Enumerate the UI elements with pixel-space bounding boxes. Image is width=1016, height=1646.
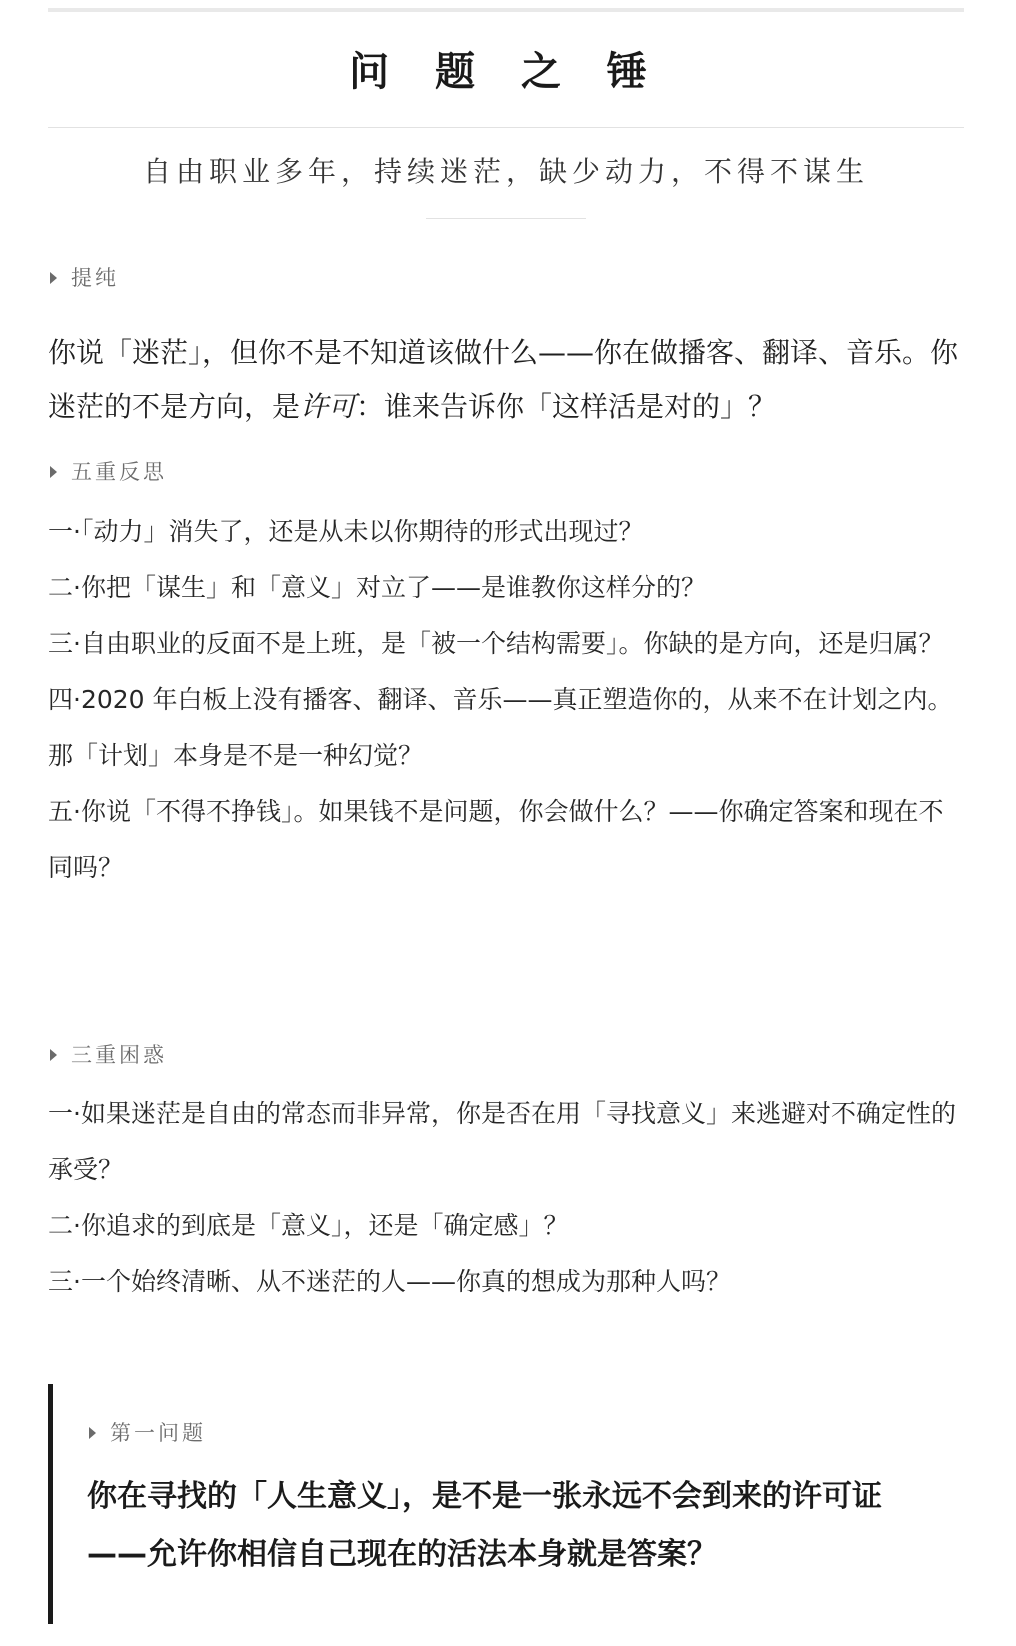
section-label-three-confusions: [48, 1040, 167, 1070]
top-divider: [48, 8, 964, 12]
section-label-text: 第一问题: [110, 1421, 206, 1445]
section-label-text: 五重反思: [71, 460, 167, 484]
page-title: 问 题 之 锤: [349, 49, 663, 95]
distill-emphasis: 许可: [300, 390, 357, 423]
five-reflections-list: [48, 504, 964, 896]
triangle-bullet-icon: [50, 272, 57, 284]
list-item: 一·如果迷茫是自由的常态而非异常，你是否在用「寻找意义」来逃避对不确定性的承受？: [48, 1099, 956, 1184]
subtitle-divider: [426, 218, 586, 219]
title-divider: [48, 127, 964, 128]
section-label-text: 提纯: [71, 266, 119, 290]
first-question-text: 你在寻找的「人生意义」，是不是一张永远不会到来的许可证——允许你相信自己现在的活法本身就是答案？: [87, 1479, 882, 1572]
section-label-text: 三重困惑: [71, 1043, 167, 1067]
list-item: 一·「动力」消失了，还是从未以你期待的形式出现过？: [48, 517, 644, 546]
section-label-distill: [48, 263, 119, 293]
page-subtitle: 自由职业多年，持续迷茫，缺少动力，不得不谋生: [142, 155, 869, 188]
list-item: 四·2020 年白板上没有播客、翻译、音乐——真正塑造你的，从来不在计划之内。那「计划」本身是不是一种幻觉？: [48, 685, 953, 770]
distill-paragraph: [48, 326, 964, 434]
list-item: 二·你把「谋生」和「意义」对立了——是谁教你这样分的？: [48, 573, 706, 602]
section-label-first-question: [87, 1418, 206, 1448]
triangle-bullet-icon: [50, 466, 57, 478]
three-confusions-list: [48, 1086, 964, 1310]
section-label-five-reflections: [48, 457, 167, 487]
distill-text-after: ：谁来告诉你「这样活是对的」？: [356, 390, 777, 423]
list-item: 三·自由职业的反面不是上班，是「被一个结构需要」。你缺的是方向，还是归属？: [48, 629, 944, 658]
distill-text-before: 你说「迷茫」，但你不是不知道该做什么——你在做播客、翻译、音乐。你迷茫的不是方向，是: [48, 336, 959, 423]
first-question-block: [48, 1384, 969, 1624]
triangle-bullet-icon: [89, 1427, 96, 1439]
list-item: 三·一个始终清晰、从不迷茫的人——你真的想成为那种人吗？: [48, 1267, 731, 1296]
triangle-bullet-icon: [50, 1049, 57, 1061]
list-item: 五·你说「不得不挣钱」。如果钱不是问题，你会做什么？——你确定答案和现在不同吗？: [48, 797, 944, 882]
article: [48, 0, 964, 1646]
list-item: 二·你追求的到底是「意义」，还是「确定感」？: [48, 1211, 569, 1240]
